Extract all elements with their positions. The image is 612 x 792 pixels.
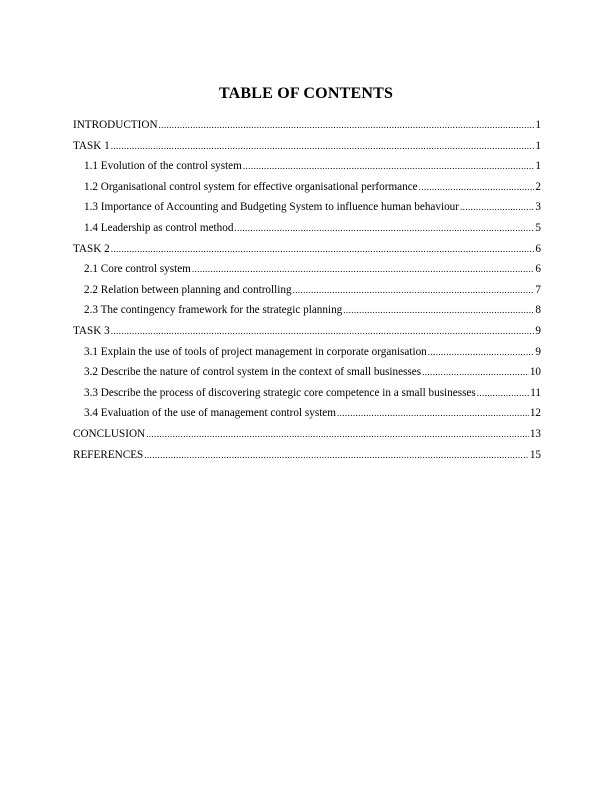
toc-entry[interactable] (73, 136, 541, 157)
toc-dot-leader (419, 177, 535, 198)
toc-list (73, 115, 541, 465)
toc-entry-page-number: 6 (535, 242, 541, 255)
toc-entry[interactable] (73, 403, 541, 424)
toc-entry-label: CONCLUSION (73, 427, 146, 440)
toc-entry[interactable] (73, 383, 541, 404)
toc-entry[interactable] (73, 177, 541, 198)
toc-entry[interactable] (73, 197, 541, 218)
toc-entry-label: 2.1 Core control system (84, 263, 191, 276)
toc-entry[interactable] (73, 362, 541, 383)
toc-entry-page-number: 1 (535, 160, 541, 173)
toc-entry-page-number: 6 (535, 263, 541, 276)
toc-dot-leader (422, 362, 529, 383)
toc-dot-leader (159, 115, 535, 136)
toc-entry-label: INTRODUCTION (73, 119, 158, 131)
toc-entry-label: 1.1 Evolution of the control system (84, 160, 242, 173)
toc-dot-leader (192, 259, 535, 280)
toc-dot-leader (243, 156, 535, 177)
toc-entry-label: 3.1 Explain the use of tools of project management in corporate organisation (84, 345, 427, 358)
toc-dot-leader (428, 342, 535, 363)
toc-entry-label: 3.4 Evaluation of the use of management control system (84, 407, 336, 420)
toc-dot-leader (337, 403, 529, 424)
toc-entry-label: 1.4 Leadership as control method (84, 221, 234, 234)
toc-entry-page-number: 5 (535, 221, 541, 234)
toc-entry-page-number: 8 (535, 304, 541, 317)
toc-entry-label: TASK 2 (73, 242, 110, 255)
toc-entry[interactable] (73, 445, 541, 466)
toc-dot-leader (343, 300, 534, 321)
toc-dot-leader (111, 239, 535, 260)
toc-entry[interactable] (73, 156, 541, 177)
toc-entry-page-number: 2 (535, 180, 541, 193)
toc-entry[interactable] (73, 259, 541, 280)
toc-entry[interactable] (73, 280, 541, 301)
toc-entry[interactable] (73, 321, 541, 342)
toc-entry-page-number: 1 (535, 119, 541, 131)
toc-dot-leader (111, 136, 535, 157)
toc-entry-page-number: 3 (535, 201, 541, 214)
toc-entry[interactable] (73, 115, 541, 136)
toc-entry-page-number: 11 (530, 386, 541, 399)
toc-dot-leader (144, 445, 529, 466)
toc-entry-page-number: 12 (529, 407, 541, 420)
toc-entry-page-number: 9 (535, 345, 541, 358)
toc-dot-leader (146, 424, 529, 445)
toc-entry-label: 2.3 The contingency framework for the strategic planning (84, 304, 343, 317)
toc-entry-label: REFERENCES (73, 448, 144, 461)
toc-dot-leader (234, 218, 534, 239)
toc-entry-label: 1.2 Organisational control system for effective organisational performance (84, 180, 418, 193)
toc-dot-leader (293, 280, 535, 301)
toc-entry[interactable] (73, 300, 541, 321)
toc-entry-page-number: 10 (529, 366, 541, 379)
toc-entry-label: 1.3 Importance of Accounting and Budgeting System to influence human behaviour (84, 201, 460, 214)
toc-dot-leader (477, 383, 529, 404)
toc-entry-label: 3.2 Describe the nature of control system in the context of small businesses (84, 366, 422, 379)
toc-entry-page-number: 7 (535, 283, 541, 296)
toc-dot-leader (460, 197, 534, 218)
toc-entry-page-number: 15 (529, 448, 541, 461)
toc-entry-label: 2.2 Relation between planning and controlling (84, 283, 292, 296)
toc-entry-page-number: 1 (535, 139, 541, 152)
toc-title: TABLE OF CONTENTS (218, 85, 394, 102)
toc-entry[interactable] (73, 218, 541, 239)
toc-dot-leader (111, 321, 535, 342)
toc-entry-page-number: 13 (529, 427, 541, 440)
toc-entry-label: 3.3 Describe the process of discovering strategic core competence in a small businesses (84, 386, 476, 399)
toc-entry[interactable] (73, 424, 541, 445)
toc-entry-label: TASK 3 (73, 324, 110, 337)
toc-entry[interactable] (73, 239, 541, 260)
toc-entry-page-number: 9 (535, 324, 541, 337)
toc-entry-label: TASK 1 (73, 139, 110, 152)
toc-entry[interactable] (73, 342, 541, 363)
